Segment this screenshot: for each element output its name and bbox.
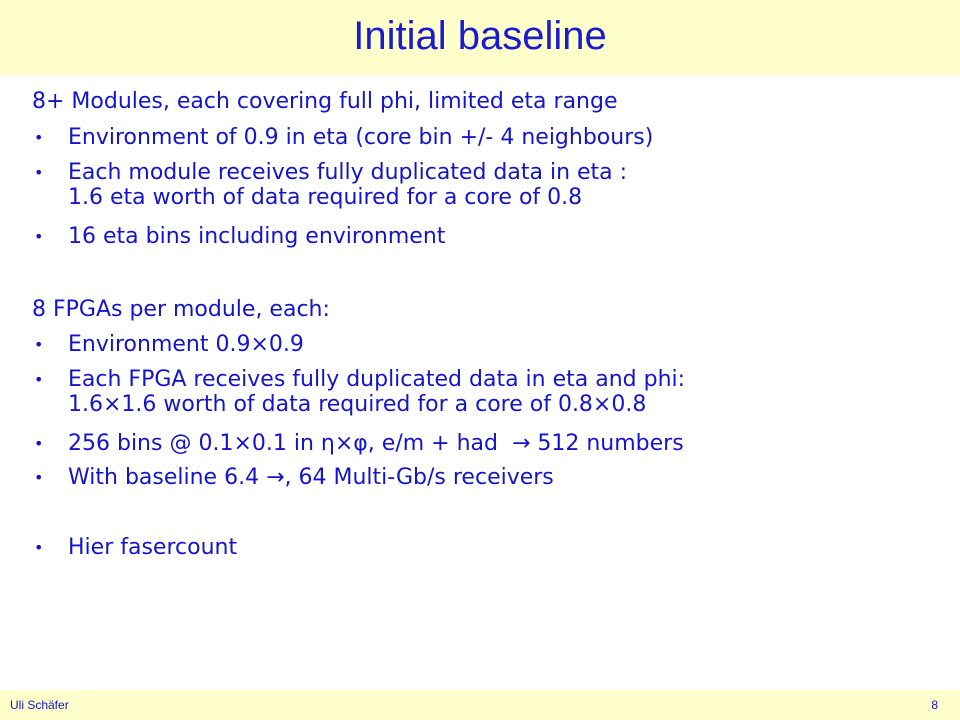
page-number: 8	[931, 698, 938, 712]
footer-author: Uli Schäfer	[10, 698, 69, 712]
bullet-fpga-duplicated-cont: 1.6×1.6 worth of data required for a core of 0.8×0.8	[68, 392, 647, 417]
bullet-bins-numbers: 256 bins @ 0.1×0.1 in η×φ, e/m + had → 512 numbers	[68, 431, 684, 456]
bullet-marker: •	[34, 128, 44, 147]
section-heading-modules: 8+ Modules, each covering full phi, limited eta range	[32, 89, 618, 114]
bullet-fasercount: Hier fasercount	[68, 535, 238, 560]
bullet-marker: •	[34, 538, 44, 557]
bullet-module-duplicated-cont: 1.6 eta worth of data required for a core of 0.8	[68, 185, 583, 210]
bullet-environment-fpga: Environment 0.9×0.9	[68, 332, 304, 357]
bullet-marker: •	[34, 335, 44, 354]
slide-title: Initial baseline	[353, 14, 607, 58]
bullet-marker: •	[34, 468, 44, 487]
bullet-marker: •	[34, 227, 44, 246]
bullet-marker: •	[34, 163, 44, 182]
bullet-marker: •	[34, 370, 44, 389]
bullet-baseline-receivers: With baseline 6.4 →, 64 Multi-Gb/s receivers	[68, 465, 554, 490]
bullet-environment-eta: Environment of 0.9 in eta (core bin +/- 4 neighbours)	[68, 125, 654, 150]
bullet-fpga-duplicated: Each FPGA receives fully duplicated data in eta and phi:	[68, 367, 686, 392]
footer-bar	[0, 690, 960, 720]
section-heading-fpgas: 8 FPGAs per module, each:	[32, 297, 330, 322]
bullet-eta-bins: 16 eta bins including environment	[68, 224, 446, 249]
bullet-module-duplicated: Each module receives fully duplicated data in eta :	[68, 160, 628, 185]
bullet-marker: •	[34, 434, 44, 453]
